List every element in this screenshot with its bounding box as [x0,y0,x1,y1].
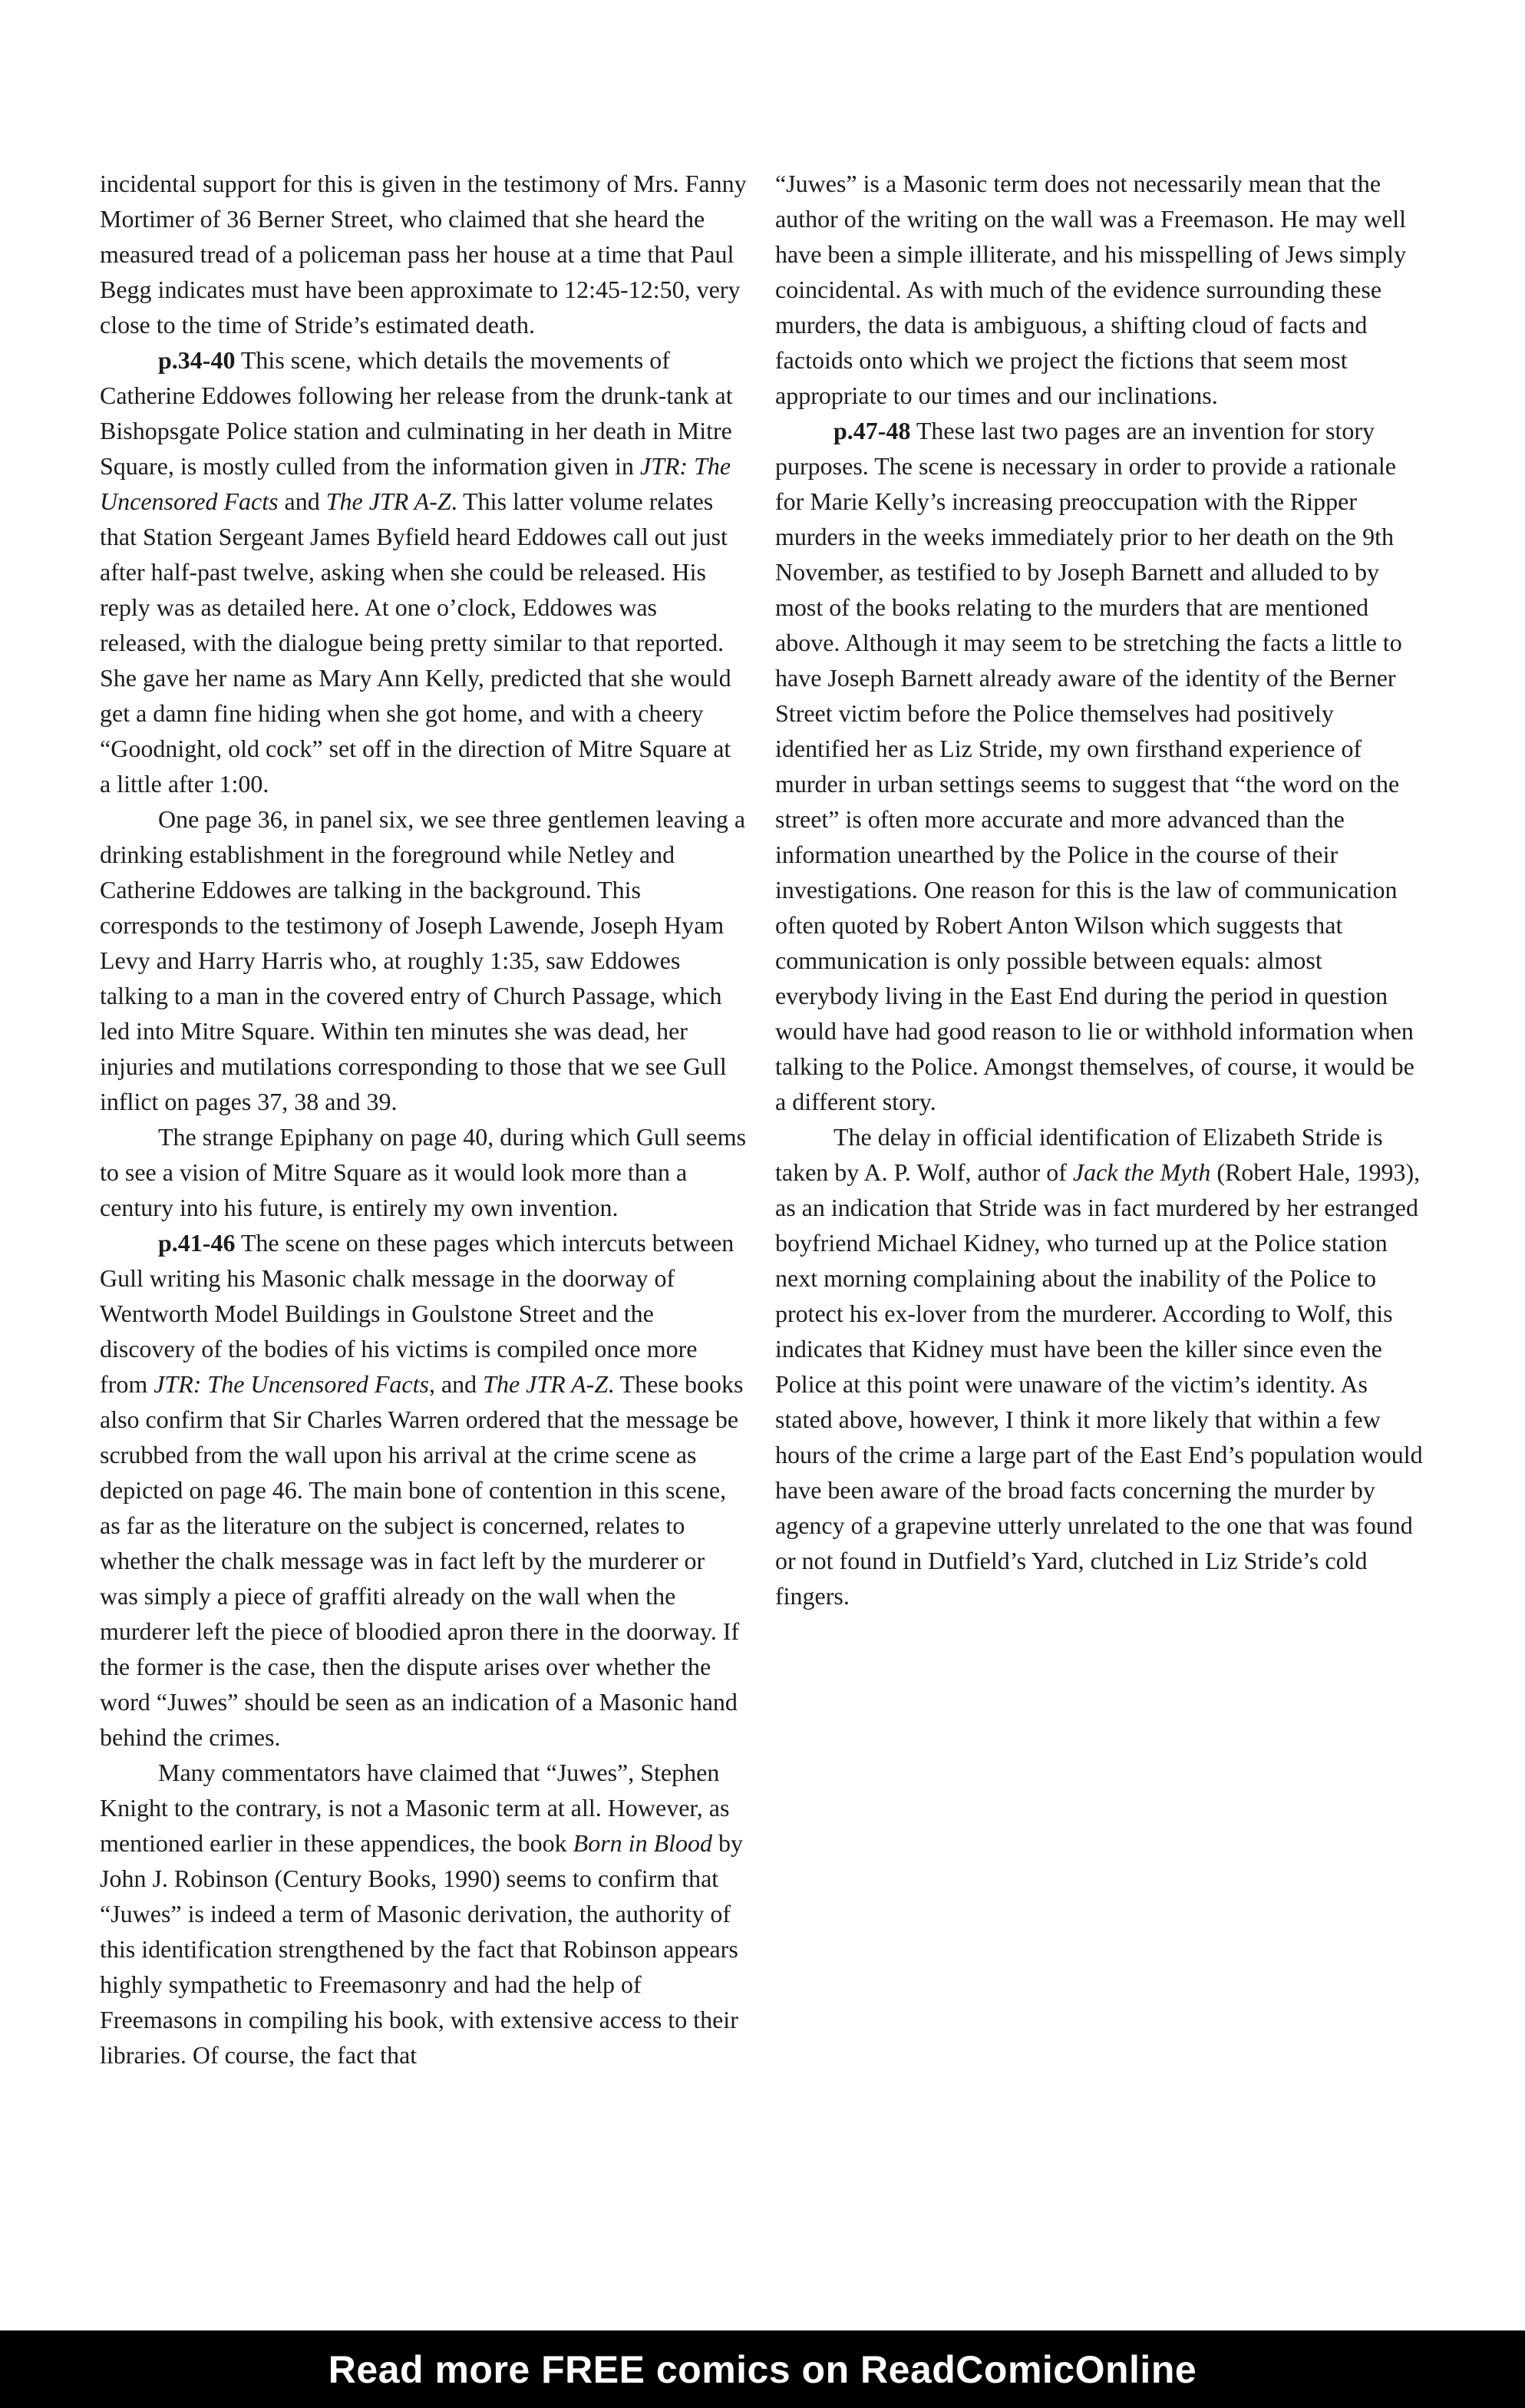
book-title: Born in Blood [573,1829,712,1857]
paragraph-text: This scene, which details the movements of Catherine Eddowes following her release from the drunk-tank at Bishopsgate Police station and culminating in her death in Mitre Square, is mostly culled from the information given in [100,346,733,480]
paragraph [100,342,748,801]
paragraph-text: (Robert Hale, 1993), as an indication that Stride was in fact murdered by her estranged boyfriend Michael Kidney, who turned up at the Police station next morning complaining about the inability of the Police to protect his ex-lover from the murderer. According to Wolf, this indicates that Kidney must have been the killer since even the Police at this point were unaware of the victim’s identity. As stated above, however, I think it more likely that within a few hours of the crime a large part of the East End’s population would have been aware of the broad facts concerning the murder by agency of a grapevine utterly unrelated to the one that was found or not found in Dutfield’s Yard, clutched in Liz Stride’s cold fingers. [775,1158,1423,1610]
paragraph-text: . This latter volume relates that Station Sergeant James Byfield heard Eddowes call out just after half-past twelve, asking when she could be released. His reply was as detailed here. At one o’clock, Eddowes was released, with the dialogue being pretty similar to that reported. She gave her name as Mary Ann Kelly, predicted that she would get a damn fine hiding when she got home, and with a cheery “Goodnight, old cock” set off in the direction of Mitre Square at a little after 1:00. [100,487,731,798]
paragraph-text: Many commentators have claimed that “Juwes”, Stephen Knight to the contrary, is not a Masonic term at all. However, as mentioned earlier in these appendices, the book [100,1759,730,1857]
paragraph: The strange Epiphany on page 40, during which Gull seems to see a vision of Mitre Square as it would look more than a century into his future, is entirely my own invention. [100,1123,747,1221]
paragraph-text: . These books also confirm that Sir Charles Warren ordered that the message be scrubbed from the wall upon his arrival at the crime scene as depicted on page 46. The main bone of contention in this scene, as far as the literature on the subject is concerned, relates to whether the chalk message was in fact left by the murderer or was simply a piece of graffiti already on the wall when the murderer left the piece of bloodied apron there in the doorway. If the former is the case, then the dispute arises over whether the word “Juwes” should be seen as an indication of a Masonic hand behind the crimes. [100,1370,744,1751]
page-reference: p.47-48 [833,417,911,444]
book-title: JTR: The Uncensored Facts [153,1370,429,1398]
paragraph-text: , and [428,1370,484,1398]
paragraph-text: The scene on these pages which intercuts between Gull writing his Masonic chalk message in the doorway of Wentworth Model Buildings in Goulstone Street and the discovery of the bodies of his victims is compiled once more from [100,1229,734,1398]
paragraph-text: and [278,487,326,515]
paragraph-text: The delay in official identification of Elizabeth Stride is taken by A. P. Wolf, author of [775,1123,1383,1186]
book-title: The JTR A-Z [483,1370,609,1398]
paragraph: One page 36, in panel six, we see three gentlemen leaving a drinking establishment in the foreground while Netley and Catherine Eddowes are talking in the background. This corresponds to the testimony of Joseph Lawende, Joseph Hyam Levy and Harry Harris who, at roughly 1:35, saw Eddowes talking to a man in the covered entry of Church Passage, which led into Mitre Square. Within ten minutes she was dead, her injuries and mutilations corresponding to those that we see Gull inflict on pages 37, 38 and 39. [100,805,746,1115]
paragraph [100,1225,748,1755]
paragraph [100,1755,748,2073]
book-title: JTR: The Uncensored Facts [100,452,731,515]
right-text-column [775,166,1428,1614]
book-title: The JTR A-Z [325,487,451,515]
paragraph: incidental support for this is given in the testimony of Mrs. Fanny Mortimer of 36 Berner Street, who claimed that she heard the measured tread of a policeman pass her house at a time that Paul Begg indicates must have been approximate to 12:45-12:50, very close to the time of Stride’s estimated death. [100,170,747,339]
footer-banner-text[interactable]: Read more FREE comics on ReadComicOnline [328,2347,1197,2391]
paragraph: “Juwes” is a Masonic term does not necessarily mean that the author of the writing on the wall was a Freemason. He may well have been a simple illiterate, and his misspelling of Jews simply coincidental. As with much of the evidence surrounding these murders, the data is ambiguous, a shifting cloud of facts and factoids onto which we project the fictions that seem most appropriate to our times and our inclinations. [775,170,1407,409]
paragraph-text: by John J. Robinson (Century Books, 1990) seems to confirm that “Juwes” is indeed a term of Masonic derivation, the authority of this identification strengthened by the fact that Robinson appears highly sympathetic to Freemasonry and had the help of Freemasons in compiling his book, with extensive access to their libraries. Of course, the fact that [100,1829,743,2069]
paragraph [775,1119,1428,1614]
book-title: Jack the Myth [1072,1158,1211,1186]
paragraph-text: These last two pages are an invention for story purposes. The scene is necessary in order to provide a rationale for Marie Kelly’s increasing preoccupation with the Ripper murders in the weeks immediately prior to her death on the 9th November, as testified to by Joseph Barnett and alluded to by most of the books relating to the murders that are mentioned above. Although it may seem to be stretching the facts a little to have Joseph Barnett already aware of the identity of the Berner Street victim before the Police themselves had positively identified her as Liz Stride, my own firsthand experience of murder in urban settings seems to suggest that “the word on the street” is often more accurate and more advanced than the information unearthed by the Police in the course of their investigations. One reason for this is the law of communication often quoted by Robert Anton Wilson which suggests that communication is only possible between equals: almost everybody living in the East End during the period in question would have had good reason to lie or withhold information when talking to the Police. Amongst themselves, of course, it would be a different story. [775,417,1414,1115]
paragraph [775,413,1428,1119]
footer-banner[interactable] [0,2330,1525,2408]
left-text-column [100,166,748,2073]
page-reference: p.41-46 [158,1229,236,1257]
page-reference: p.34-40 [158,346,236,374]
